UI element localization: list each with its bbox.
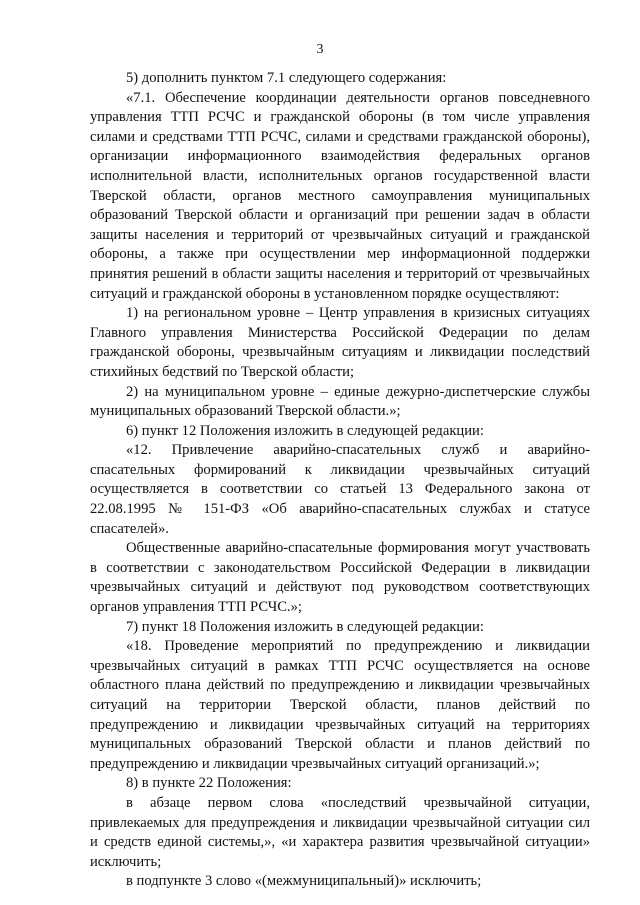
- paragraph-item-8: 8) в пункте 22 Положения:: [126, 775, 292, 792]
- paragraph-item-7: 7) пункт 18 Положения изложить в следующей редакции:: [126, 618, 484, 635]
- paragraph-regional-level: 1) на региональном уровне – Центр управления в кризисных ситуациях Главного управления Министерства Российской Федерации по делам гражданской обороны, чрезвычайным ситуациям и ликвидации последствий стихийных бедствий по Тверской области;: [90, 305, 590, 380]
- paragraph-item-5: 5) дополнить пунктом 7.1 следующего содержания:: [126, 70, 447, 86]
- document-body: [90, 69, 590, 892]
- paragraph-clause-12: «12. Привлечение аварийно-спасательных служб и аварийно-спасательных формирований к ликвидации чрезвычайных ситуаций осуществляется в соответствии со статьей 13 Федерального закона от 22.08.1995 № 151-ФЗ «Об аварийно-спасательных службах и статусе спасателей».: [90, 442, 590, 537]
- paragraph-item-6: 6) пункт 12 Положения изложить в следующей редакции:: [126, 422, 484, 439]
- paragraph-clause-7-1: «7.1. Обеспечение координации деятельности органов повседневного управления ТТП РСЧС и гражданской обороны (в том числе управления силами и средствами ТТП РСЧС, силами и средствами гражданской обороны), организации информационного взаимодействия федеральных органов исполнительной власти, исполнительных органов государственной власти Тверской области, органов местного самоуправления муниципальных образований Тверской области и организаций при решении задач в области защиты населения и территорий от чрезвычайных ситуаций и гражданской обороны, а также при осуществлении мер информационной поддержки принятия решений в области защиты населения и территорий от чрезвычайных ситуаций и гражданской обороны в установленном порядке осуществляют:: [90, 89, 590, 302]
- paragraph-subitem-3-change: в подпункте 3 слово «(межмуниципальный)» исключить;: [126, 873, 482, 890]
- page-number: 3: [316, 42, 324, 57]
- paragraph-clause-18: «18. Проведение мероприятий по предупреждению и ликвидации чрезвычайных ситуаций в рамках ТТП РСЧС осуществляется на основе областного плана действий по предупреждению и ликвидации чрезвычайных ситуаций на территории Тверской области, планов действий по предупреждению и ликвидации чрезвычайных ситуаций на территориях муниципальных образований Тверской области и планов действий по предупреждению и ликвидации чрезвычайных ситуаций организаций.»;: [90, 638, 590, 772]
- paragraph-public-rescue-units: Общественные аварийно-спасательные формирования могут участвовать в соответствии с законодательством Российской Федерации в ликвидации чрезвычайных ситуаций и действуют под руководством соответствующих органов управления ТТП РСЧС.»;: [90, 540, 590, 616]
- paragraph-municipal-level: 2) на муниципальном уровне – единые дежурно-диспетчерские службы муниципальных образований Тверской области.»;: [90, 383, 590, 420]
- paragraph-first-abstract-change: в абзаце первом слова «последствий чрезвычайной ситуации, привлекаемых для предупреждения и ликвидации чрезвычайной ситуации сил и средств единой системы,», «и характера развития чрезвычайной ситуации» исключить;: [90, 794, 590, 870]
